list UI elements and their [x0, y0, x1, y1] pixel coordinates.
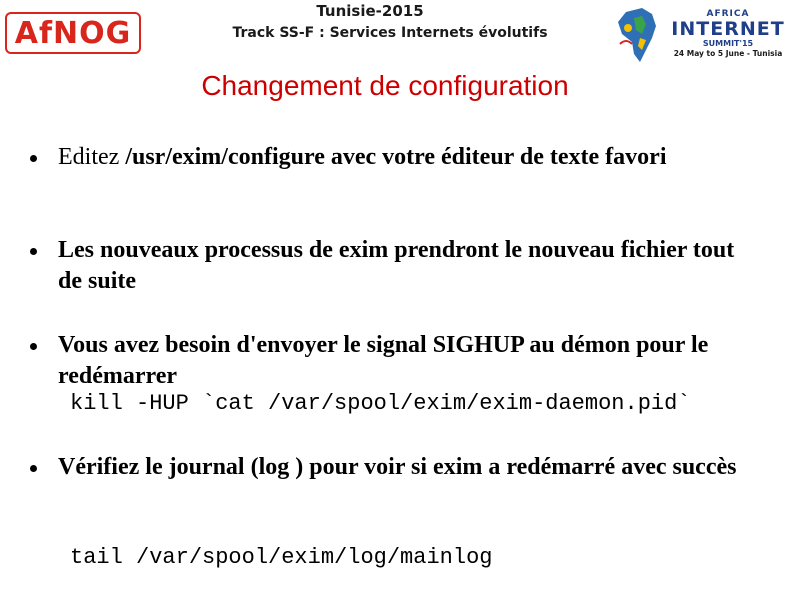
- africa-map-icon: [612, 4, 672, 66]
- afnog-logo: AfNOG: [5, 12, 141, 54]
- bullet-text: /usr/exim/configure avec votre éditeur de texte favori: [125, 144, 667, 170]
- summit-internet-label: INTERNET: [671, 18, 785, 40]
- bullet-dot-icon: [30, 465, 37, 472]
- bullet-dot-icon: [30, 343, 37, 350]
- code-line-tail: tail /var/spool/exim/log/mainlog: [70, 545, 493, 570]
- summit-dates-label: 24 May to 5 June - Tunisia: [673, 49, 783, 58]
- bullet-text: Vous avez besoin d'envoyer le signal SIGHUP au démon pour le redémarrer: [58, 332, 709, 389]
- slide-header: [0, 0, 794, 68]
- event-title: Tunisie-2015: [316, 2, 424, 20]
- slide-title: Changement de configuration: [201, 70, 569, 101]
- africa-internet-summit-logo: [612, 4, 794, 66]
- bullet-text: Vérifiez le journal (log ) pour voir si exim a redémarré avec succès: [58, 454, 737, 480]
- bullet-dot-icon: [30, 155, 37, 162]
- bullet-dot-icon: [30, 248, 37, 255]
- summit-africa-label: AFRICA: [706, 9, 750, 19]
- bullet-prefix: Editez: [58, 144, 126, 170]
- summit-year-label: SUMMIT'15: [702, 39, 754, 48]
- code-line-kill: kill -HUP `cat /var/spool/exim/exim-daemon.pid`: [70, 391, 691, 416]
- event-subtitle: Track SS-F : Services Internets évolutifs: [232, 25, 548, 41]
- bullet-text: Les nouveaux processus de exim prendront le nouveau fichier tout de suite: [58, 237, 735, 294]
